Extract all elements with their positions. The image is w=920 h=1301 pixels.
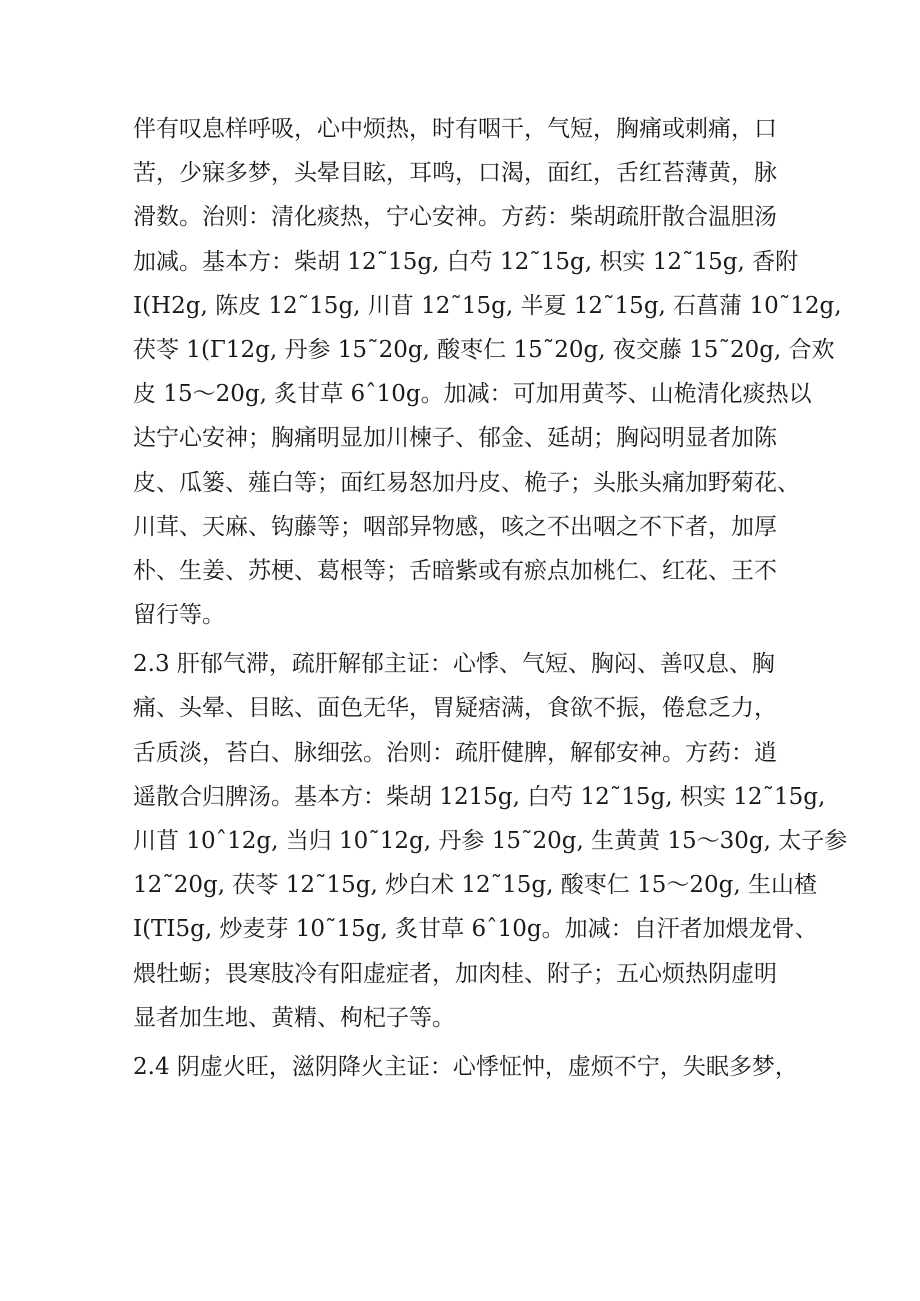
text-line: 12˜20g, 茯苓 12˜15g, 炒白术 12˜15g, 酸枣仁 15～20g, 生山楂	[133, 872, 817, 899]
text-line: 留行等。	[133, 602, 225, 629]
text-line: 苦，少寐多梦，头晕目眩，耳鸣，口渴，面红，舌红苔薄黄，脉	[133, 160, 777, 187]
text-line: 遥散合归脾汤。基本方：柴胡 1215g, 白芍 12˜15g, 枳实 12˜15g,	[133, 783, 826, 810]
text-line: 痛、头晕、目眩、面色无华，胃疑痞满，食欲不振，倦怠乏力，	[133, 695, 777, 722]
text-line: I(H2g, 陈皮 12˜15g, 川苜 12˜15g, 半夏 12˜15g, 石菖蒲 10˜12g,	[133, 292, 842, 319]
section-heading-line: 2.3 肝郁气滞，疏肝解郁主证：心悸、气短、胸闷、善叹息、胸	[133, 651, 775, 678]
text-line: 显者加生地、黄精、枸杞子等。	[133, 1004, 455, 1031]
section-heading-line: 2.4 阴虚火旺，滋阴降火主证：心悸怔忡，虚烦不宁，失眠多梦，	[133, 1053, 798, 1080]
text-line: 茯苓 1(Γ12g, 丹参 15˜20g, 酸枣仁 15˜20g, 夜交藤 15˜20g, 合欢	[133, 336, 835, 363]
text-line: 皮 15～20g, 炙甘草 6ˆ10g。加减：可加用黄芩、山桅清化痰热以	[133, 381, 812, 408]
section-2-3	[133, 642, 848, 1040]
text-line: 达宁心安神；胸痛明显加川楝子、郁金、延胡；胸闷明显者加陈	[133, 425, 777, 452]
text-line: 伴有叹息样呼吸，心中烦热，时有咽干，气短，胸痛或刺痛，口	[133, 116, 777, 142]
text-line: 朴、生姜、苏梗、葛根等；舌暗紫或有瘀点加桃仁、红花、王不	[133, 557, 777, 584]
text-line: 川茸、天麻、钩藤等；咽部异物感，咳之不出咽之不下者，加厚	[133, 513, 777, 540]
text-line: 川苜 10ˆ12g, 当归 10˜12g, 丹参 15˜20g, 生黄黄 15～30g, 太子参	[133, 828, 848, 854]
text-line: 皮、瓜篓、薤白等；面红易怒加丹皮、桅子；头胀头痛加野菊花、	[133, 469, 800, 496]
text-line: 舌质淡，苔白、脉细弦。治则：疏肝健脾，解郁安神。方药：逍	[133, 739, 777, 766]
section-2-4	[133, 1045, 813, 1089]
text-line: I(TI5g, 炒麦芽 10˜15g, 炙甘草 6ˆ10g。加减：自汗者加煨龙骨、	[133, 916, 818, 943]
text-line: 滑数。治则：清化痰热，宁心安神。方药：柴胡疏肝散合温胆汤	[133, 204, 777, 231]
text-line: 煨牡蛎；畏寒肢冷有阳虚症者，加肉桂、附子；五心烦热阴虚明	[133, 960, 777, 987]
text-line: 加减。基本方：柴胡 12˜15g, 白芍 12˜15g, 枳实 12˜15g, 香附	[133, 248, 799, 275]
paragraph-continuation	[133, 107, 842, 637]
body-text	[133, 107, 848, 1089]
